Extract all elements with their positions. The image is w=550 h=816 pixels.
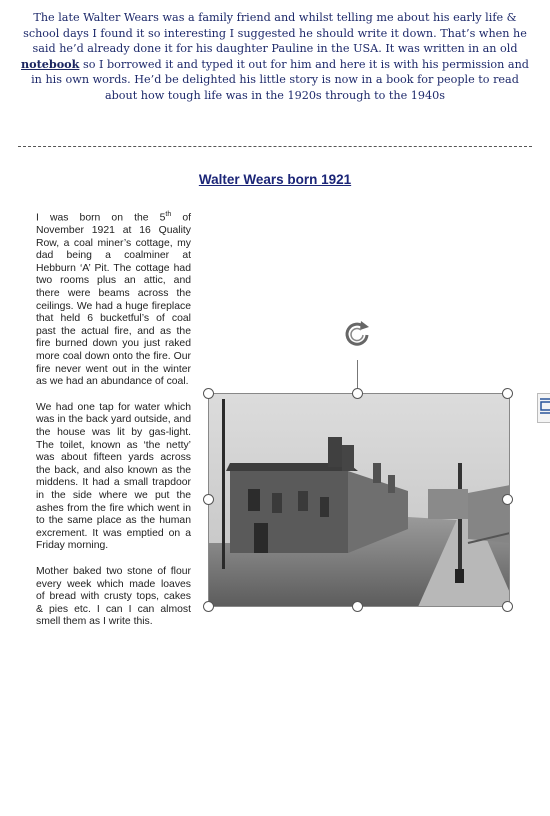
ordinal-suffix: th [165,211,172,218]
intro-text-1: The late Walter Wears was a family friend and whilst telling me about his early life & school days I found it so interesting I suggested he should write it down. That’s when he said he’d already done it for his daughter Pauline in the USA. It was written in an old [23,11,527,56]
resize-handle-bottom-right[interactable] [502,601,513,612]
resize-handle-bottom[interactable] [352,601,363,612]
resize-handle-right[interactable] [502,494,513,505]
resize-handle-top[interactable] [352,388,363,399]
layout-options-button[interactable] [537,393,550,423]
intro-paragraph [14,10,536,104]
intro-text-2: so I borrowed it and typed it out for him and here it is with his permission and in his own words. He’d be delighted his little story is now in a book for people to read about how tough life was in the 1920s through to the 1940s [31,57,529,102]
street-photo-selected[interactable] [208,393,510,607]
intro-underlined-word: notebook [21,56,80,71]
para1-start: I was born on the 5 [36,212,166,224]
resize-handle-left[interactable] [203,494,214,505]
section-separator [18,146,532,147]
story-column [36,209,191,642]
resize-handle-bottom-left[interactable] [203,601,214,612]
resize-handle-top-left[interactable] [203,388,214,399]
rotate-icon[interactable] [340,318,374,352]
selection-border [208,393,510,607]
story-heading: Walter Wears born 1921 [198,172,352,187]
resize-handle-top-right[interactable] [502,388,513,399]
story-paragraph [36,209,191,389]
para1-rest: of November 1921 at 16 Quality Row, a coal miner’s cottage, my dad being a coalminer at Hebburn ‘A’ Pit. The cottage had two rooms plus an attic, and there were beams across the ceilings. We had a huge fireplace that held 6 bucketful’s of coal past the actual fire, and as the fire burned down you just raked more coal down onto the fire. Our fire never went out in the winter as we had an abundance of coal. [36,212,191,388]
story-paragraph: Mother baked two stone of flour every week which made loaves of bread with crusty tops, cakes & pies etc. I can I can almost smell them as I write this. [36,565,191,628]
layout-options-icon [538,394,550,422]
story-paragraph: We had one tap for water which was in the back yard outside, and the house was lit by gas-light. The toilet, known as ‘the netty’ was about fifteen yards across the back, and also known as the middens. It had a small trapdoor in the side where we put the ashes from the fire which went in to the same place as the human excrement. It was emptied on a Friday morning. [36,401,191,552]
